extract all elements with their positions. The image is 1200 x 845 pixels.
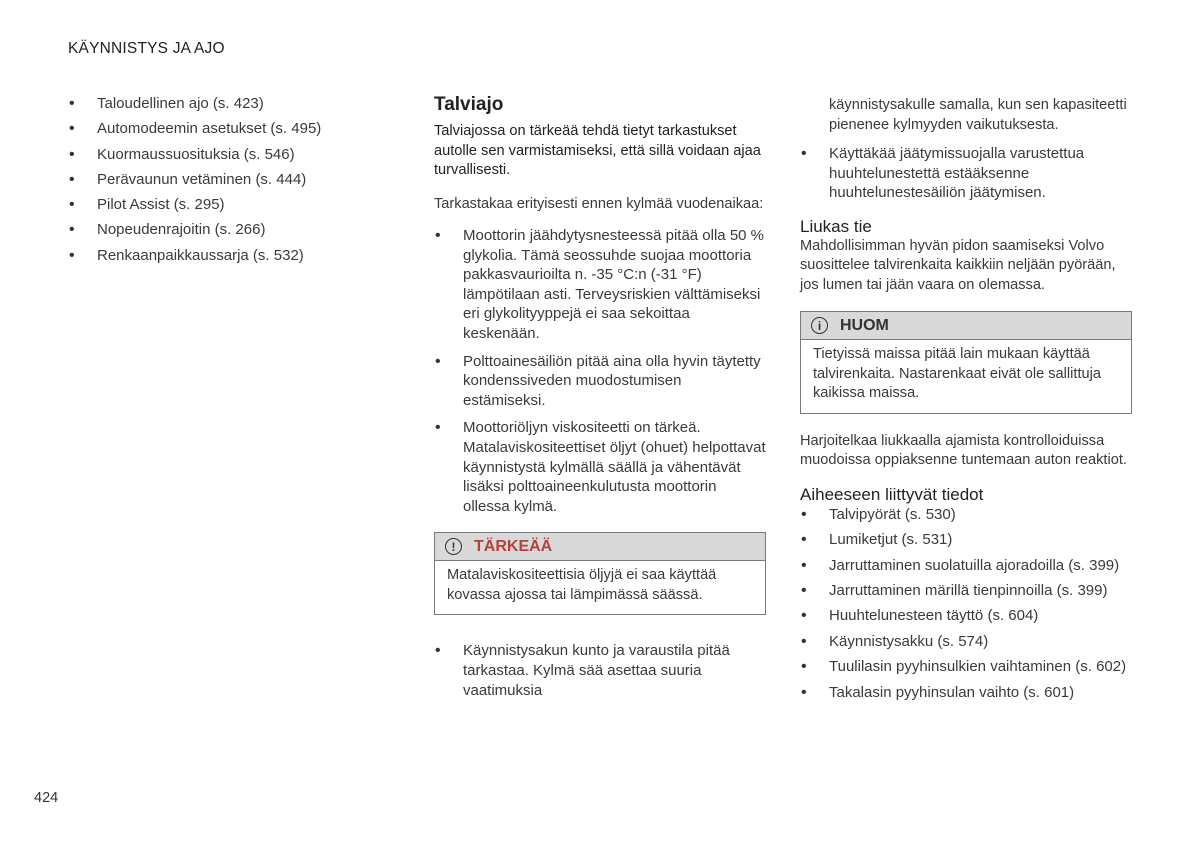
list-item: • Polttoainesäiliön pitää aina olla hyvin täytetty kondenssiveden muodostumisen estämiseksi. xyxy=(434,352,766,411)
callout-header xyxy=(435,533,765,561)
related-links-list xyxy=(68,94,368,265)
page-number: 424 xyxy=(34,790,59,806)
related-links-list xyxy=(800,505,1132,702)
list-item[interactable]: • Tuulilasin pyyhinsulkien vaihtaminen (s. 602) xyxy=(800,657,1132,677)
fluid-list xyxy=(800,144,1132,203)
right-column xyxy=(800,96,1132,708)
section-title: Talviajo xyxy=(434,94,504,115)
callout-title: HUOM xyxy=(840,316,889,334)
check-paragraph: Tarkastakaa erityisesti ennen kylmää vuodenaikaa: xyxy=(434,195,764,212)
list-item[interactable]: • Automodeemin asetukset (s. 495) xyxy=(68,119,368,139)
list-item[interactable]: • Huuhtelunesteen täyttö (s. 604) xyxy=(800,606,1132,626)
check-list-continued xyxy=(434,641,766,700)
intro-paragraph: Talviajossa on tärkeää tehdä tietyt tarkastukset autolle sen varmistamiseksi, että sillä voidaan ajaa turvallisesti. xyxy=(434,123,761,178)
slippery-paragraph: Mahdollisimman hyvän pidon saamiseksi Volvo suosittelee talvirenkaita kaikkiin neljään pyörään, jos lumen tai jään vaara on olemassa. xyxy=(800,237,1116,293)
callout-title: TÄRKEÄÄ xyxy=(474,537,553,555)
list-item: • Moottoriöljyn viskositeetti on tärkeä. Matalaviskositeettiset öljyt (ohuet) helpottavat käynnistystä kylmällä säällä ja vähentävät lisäksi polttoaineenkulutusta moottorin ollessa kylmä. xyxy=(434,418,766,516)
section-header: KÄYNNISTYS JA AJO xyxy=(68,40,225,57)
list-item[interactable]: • Perävaunun vetäminen (s. 444) xyxy=(68,170,368,190)
list-item[interactable]: • Lumiketjut (s. 531) xyxy=(800,530,1132,550)
list-item[interactable]: • Taloudellinen ajo (s. 423) xyxy=(68,94,368,114)
list-item[interactable]: • Renkaanpaikkaussarja (s. 532) xyxy=(68,246,368,266)
info-icon: i xyxy=(811,317,828,334)
check-list xyxy=(434,226,766,516)
callout-text: Matalaviskositeettisia öljyjä ei saa käyttää kovassa ajossa tai lämpimässä säässä. xyxy=(447,567,717,603)
list-item[interactable]: • Talvipyörät (s. 530) xyxy=(800,505,1132,525)
list-item: • Käynnistysakun kunto ja varaustila pitää tarkastaa. Kylmä sää asettaa suuria vaatimuksia xyxy=(434,641,766,700)
callout-text: Tietyissä maissa pitää lain mukaan käyttää talvirenkaita. Nastarenkaat eivät ole sallittuja kaikissa maissa. xyxy=(813,346,1101,402)
exclamation-icon: ! xyxy=(445,538,462,555)
list-item[interactable]: • Takalasin pyyhinsulan vaihto (s. 601) xyxy=(800,683,1132,703)
middle-column xyxy=(434,94,766,708)
important-callout xyxy=(434,532,766,615)
related-title: Aiheeseen liittyvät tiedot xyxy=(800,484,984,504)
list-item: • Käyttäkää jäätymissuojalla varustettua huuhtelunestettä estääksenne huuhtelunestesäiliön jäätymisen. xyxy=(800,144,1132,203)
left-column xyxy=(68,94,368,271)
list-item[interactable]: • Nopeudenrajoitin (s. 266) xyxy=(68,220,368,240)
list-item: • Moottorin jäähdytysnesteessä pitää olla 50 % glykolia. Tämä seossuhde suojaa moottoria pakkasvaurioilta n. -35 °C:n (-31 °F) lämpötilaan asti. Terveysriskien välttämiseksi eri glykolityyppejä ei saa sekoittaa keskenään. xyxy=(434,226,766,344)
list-item[interactable]: • Kuormaussuosituksia (s. 546) xyxy=(68,145,368,165)
list-item[interactable]: • Jarruttaminen suolatuilla ajoradoilla (s. 399) xyxy=(800,556,1132,576)
continuation-text: käynnistysakulle samalla, kun sen kapasiteetti pienenee kylmyyden vaikutuksesta. xyxy=(829,97,1127,133)
list-item[interactable]: • Jarruttaminen märillä tienpinnoilla (s. 399) xyxy=(800,581,1132,601)
list-item[interactable]: • Pilot Assist (s. 295) xyxy=(68,195,368,215)
callout-header xyxy=(801,312,1131,340)
subsection-title: Liukas tie xyxy=(800,216,872,236)
list-item[interactable]: • Käynnistysakku (s. 574) xyxy=(800,632,1132,652)
note-callout xyxy=(800,311,1132,414)
practice-paragraph: Harjoitelkaa liukkaalla ajamista kontrolloiduissa muodoissa oppiaksenne tuntemaan auton reaktiot. xyxy=(800,432,1127,469)
